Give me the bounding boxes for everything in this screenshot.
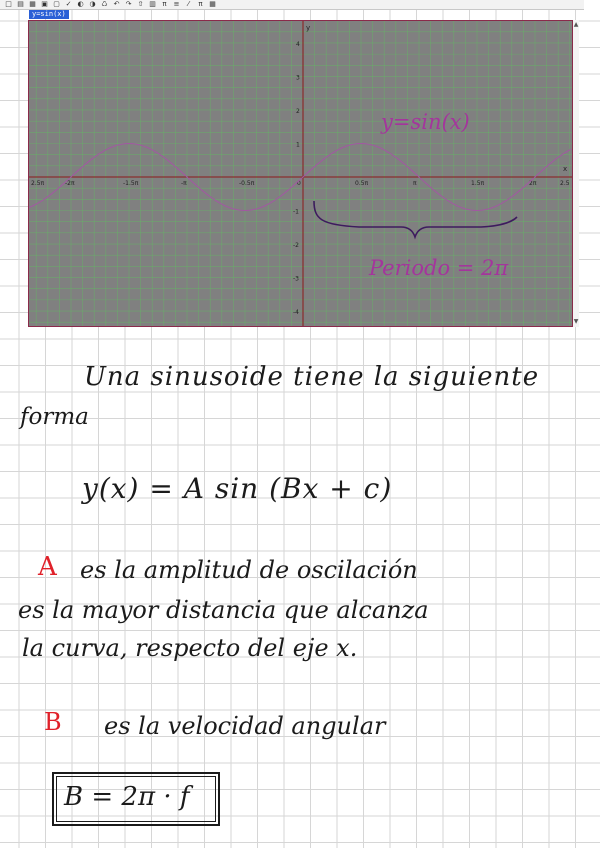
x-tick-label: 0.5π: [355, 180, 369, 187]
open-icon[interactable]: ▤: [17, 1, 24, 8]
graph-scrollbar[interactable]: [573, 20, 579, 327]
graph-toolbar: [0, 0, 584, 10]
refresh-icon[interactable]: ♺: [101, 1, 108, 8]
boxed-formula: B = 2π · f: [64, 782, 190, 812]
function-tag[interactable]: y=sin(x): [29, 10, 69, 19]
graph-canvas[interactable]: [29, 21, 572, 326]
x-axis-letter: x: [563, 165, 568, 173]
copy-icon[interactable]: ▢: [53, 1, 60, 8]
y-tick-label: -3: [293, 275, 299, 283]
new-icon[interactable]: □: [5, 1, 12, 8]
fraction-icon[interactable]: ⁄: [187, 1, 190, 8]
x-tick-label: -0.5π: [239, 180, 255, 187]
menu-icon[interactable]: ≡: [173, 1, 180, 8]
x-tick-label: -2π: [65, 180, 75, 187]
table-icon[interactable]: ▥: [149, 1, 156, 8]
x-tick-label: 2.5: [560, 180, 570, 187]
check-icon[interactable]: ✓: [65, 1, 72, 8]
x-tick-label: π: [413, 180, 417, 187]
x-tick-label: 0: [297, 180, 301, 187]
x-tick-label: 2.5π: [31, 180, 45, 187]
zoom-in-icon[interactable]: ◐: [77, 1, 84, 8]
y-tick-label: 1: [296, 141, 300, 149]
print-icon[interactable]: ▣: [41, 1, 48, 8]
scroll-down-icon[interactable]: ▼: [573, 318, 579, 325]
zoom-out-icon[interactable]: ◑: [89, 1, 96, 8]
a-line-1: es la amplitud de oscilación: [80, 556, 418, 584]
y-axis-letter: y: [306, 24, 311, 32]
pi-units-icon[interactable]: π: [198, 1, 203, 8]
period-label: Periodo = 2π: [369, 256, 509, 280]
a-line-3: la curva, respecto del eje x.: [22, 634, 358, 662]
y-tick-label: 2: [296, 108, 300, 115]
letter-a: A: [38, 552, 57, 582]
y-tick-label: 3: [296, 74, 300, 82]
letter-b: B: [44, 708, 62, 736]
y-tick-label: -4: [293, 309, 299, 316]
redo-icon[interactable]: ↷: [125, 1, 132, 8]
graph-area[interactable]: [28, 20, 573, 327]
note-line-1: Una sinusoide tiene la siguiente: [84, 362, 540, 392]
y-tick-label: -2: [293, 242, 299, 249]
x-tick-label: -1.5π: [123, 180, 139, 187]
undo-icon[interactable]: ↶: [113, 1, 120, 8]
x-tick-label: 2π: [529, 180, 537, 187]
y-tick-label: 4: [296, 41, 300, 48]
formula-general: y(x) = A sin (Bx + c): [82, 472, 393, 505]
y-tick-label: -1: [293, 208, 299, 216]
save-icon[interactable]: ▦: [29, 1, 36, 8]
move-icon[interactable]: ⇧: [137, 1, 144, 8]
b-line: es la velocidad angular: [104, 712, 386, 740]
grid-icon[interactable]: ▦: [209, 1, 216, 8]
pi-icon[interactable]: π: [162, 1, 167, 8]
note-line-2: forma: [20, 404, 89, 430]
grid-lines: [29, 21, 572, 326]
x-tick-label: 1.5π: [471, 180, 485, 187]
a-line-2: es la mayor distancia que alcanza: [18, 596, 429, 624]
x-tick-label: -π: [181, 180, 187, 187]
scroll-up-icon[interactable]: ▲: [573, 21, 579, 28]
curve-label: y=sin(x): [381, 110, 470, 134]
period-brace: [314, 201, 517, 237]
